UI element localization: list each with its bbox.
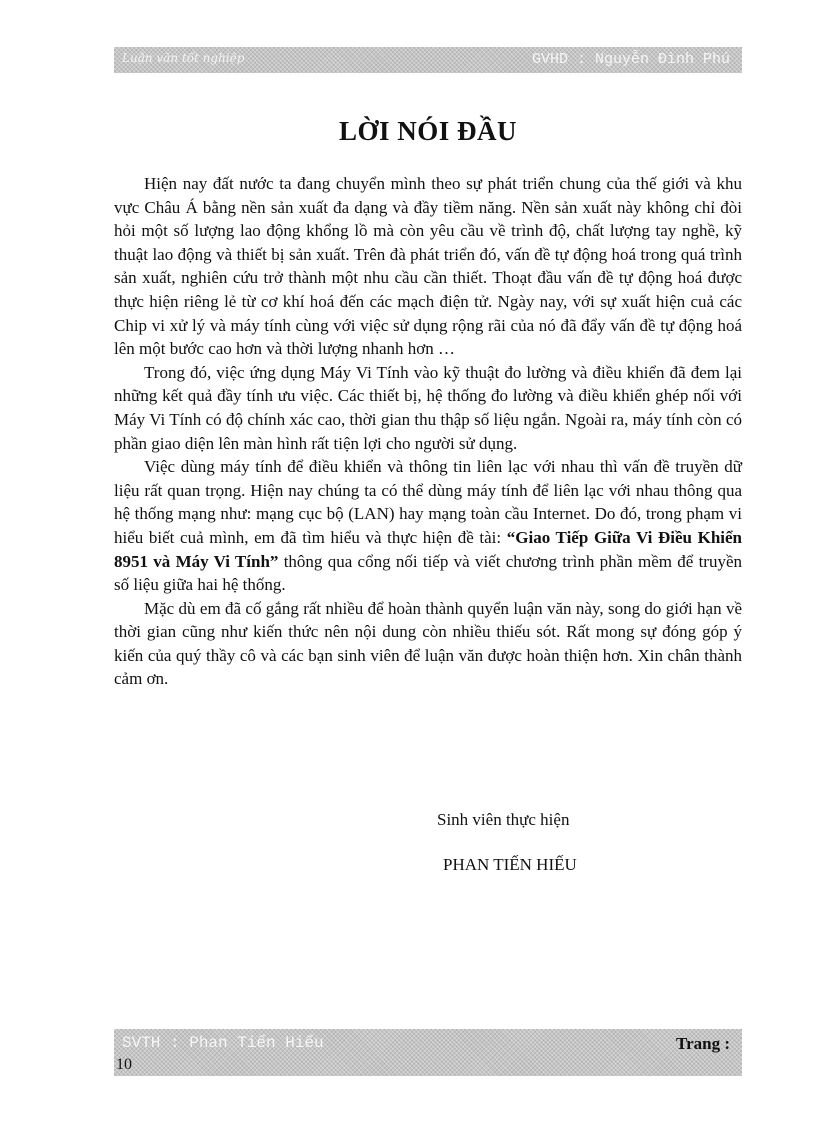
- page-title: LỜI NÓI ĐẦU: [338, 116, 518, 146]
- page-footer: [114, 1029, 742, 1076]
- page-header: [114, 47, 742, 73]
- signature-role: Sinh viên thực hiện: [437, 810, 570, 829]
- header-thesis-label: Luận văn tốt nghiệp: [122, 51, 245, 65]
- signature-name: PHAN TIẾN HIẾU: [443, 855, 577, 874]
- paragraph-4: Mặc dù em đã cố gắng rất nhiều để hoàn thành quyển luận văn này, song do giới hạn về thời gian cũng như kiến thức nên nội dung còn nhiều thiếu sót. Rất mong sự đóng góp ý kiến của quý thầy cô và các bạn sinh viên để luận văn được hoàn thiện hơn. Xin chân thành cảm ơn.: [114, 598, 742, 689]
- paragraph-1: Hiện nay đất nước ta đang chuyển mình theo sự phát triển chung của thế giới và khu vực Châu Á bằng nền sản xuất đa dạng và đầy tiềm năng. Nền sản xuất này không chỉ đòi hỏi một số lượng lao động khổng lồ mà còn yêu cầu về trình độ, chất lượng tay nghề, kỹ thuật lao động và thiết bị sản xuất. Trên đà phát triển đó, vấn đề tự động hoá trong quá trình sản xuất, nghiên cứu trở thành một nhu cầu cần thiết. Thoạt đầu vấn đề tự động hoá được thực hiện riêng lẻ từ cơ khí hoá đến các mạch điện tử. Ngày nay, với sự xuất hiện cuả các Chip vi xử lý và máy tính cùng với việc sử dụng rộng rãi của nó đã đẩy vấn đề tự động hoá lên một bước cao hơn và thời lượng nhanh hơn …: [114, 174, 742, 359]
- thesis-topic: “Giao Tiếp Giữa Vi Điều Khiển 8951 và Máy Vi Tính”: [114, 527, 742, 571]
- footer-page-number: 10: [116, 1056, 132, 1073]
- footer-page-label: Trang :: [676, 1034, 730, 1053]
- header-advisor: GVHD : Nguyễn Đình Phú: [531, 51, 730, 68]
- paragraph-3-text-end: thông qua cổng nối tiếp và viết chương trình phần mềm để truyền số liệu giữa hai hệ thống.: [114, 551, 742, 595]
- footer-student: SVTH : Phan Tiến Hiếu: [122, 1034, 324, 1052]
- document-body: [114, 172, 742, 691]
- paragraph-2: Trong đó, việc ứng dụng Máy Vi Tính vào kỹ thuật đo lường và điều khiển đã đem lại những kết quả đầy tính ưu việc. Các thiết bị, hệ thống đo lường và điều khiển ghép nối với Máy Vi Tính có độ chính xác cao, thời gian thu thập số liệu ngắn. Ngoài ra, máy tính còn có phần giao diện lên màn hình rất tiện lợi cho người sử dụng.: [114, 362, 742, 453]
- paragraph-3: [114, 455, 742, 597]
- paragraph-3-text-start: Việc dùng máy tính để điều khiển và thông tin liên lạc với nhau thì vấn đề truyền dữ liệu rất quan trọng. Hiện nay chúng ta có thể dùng máy tính để liên lạc với nhau thông qua hệ thống mạng như: mạng cục bộ (LAN) hay mạng toàn cầu Internet. Do đó, trong phạm vi hiểu biết cuả mình, em đã tìm hiểu và thực hiện đề tài:: [114, 457, 742, 547]
